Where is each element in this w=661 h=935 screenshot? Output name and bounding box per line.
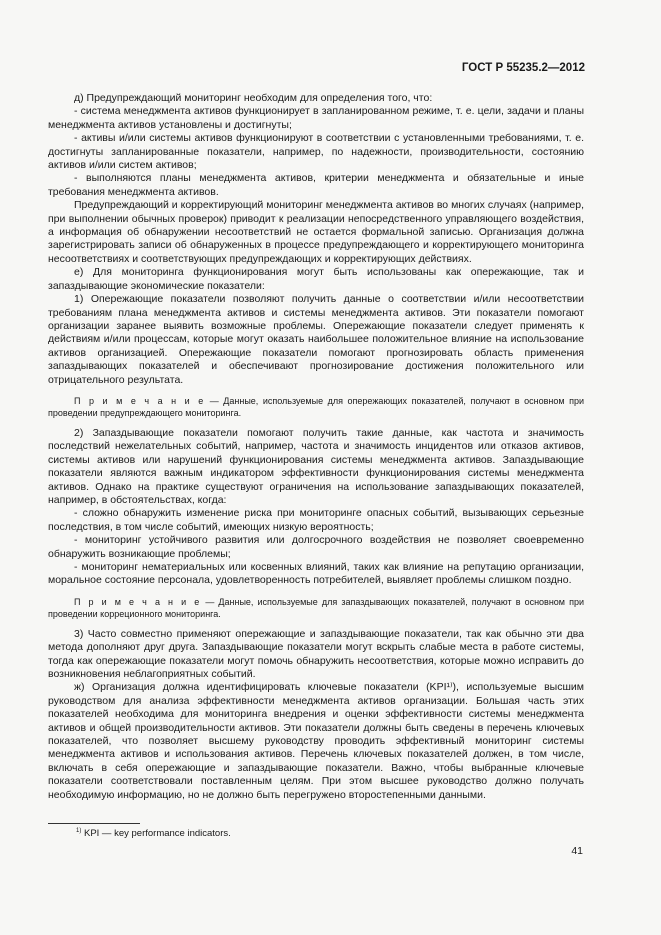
footnote-mark: 1)	[76, 828, 82, 834]
paragraph: Предупреждающий и корректирующий мониторинг менеджмента активов во многих случаях (например, при выполнении обычных проверок) приводит к реализации непосредственного управляющего воздействия, а информация об обнаружении несоответствий не остается формальной записью. Организация должна зарегистрировать записи об обнаруженных в процессе предупреждающего и корректирующего мониторинга несоответствиях и соответствующих предупреждающих и корректирующих действиях.	[48, 199, 584, 265]
list-item: - мониторинг нематериальных или косвенных влияний, таких как влияние на репутацию организации, моральное состояние персонала, удовлетворенность потребителей, выявляет проблемы слишком поздно.	[48, 561, 584, 587]
footnote	[76, 828, 231, 839]
footnote-text: KPI — key performance indicators.	[81, 828, 231, 840]
paragraph: 2) Запаздывающие показатели помогают получить такие данные, как частота и значимость последствий нежелательных событий, например, частота и значимость инцидентов или отказов активов, системы активов или нарушений функционирования системы менеджмента активов. Запаздывающие показатели являются важным индикатором эффективности функционирования системы менеджмента активов. Однако на практике существуют ограничения на использование запаздывающих показателей, например, в обстоятельствах, когда:	[48, 426, 584, 506]
paragraph: д) Предупреждающий мониторинг необходим для определения того, что:	[74, 92, 433, 104]
list-item: - мониторинг устойчивого развития или долгосрочного воздействия не позволяет своевременно обнаружить возникающие проблемы;	[48, 534, 584, 560]
page-number: 41	[571, 845, 583, 857]
footnote-divider	[48, 823, 140, 824]
note-text: — Данные, используемые для запаздывающих показателей, получают в основном при проведении корреционного мониторинга.	[48, 596, 584, 619]
note-label: П р и м е ч а н и е	[74, 596, 202, 607]
body-text	[48, 92, 584, 802]
paragraph: 1) Опережающие показатели позволяют получить данные о соответствии и/или несоответствии требованиям плана менеджмента активов и системы менеджмента активов. Эти показатели помогают организации заранее выявить возможные проблемы. Опережающие показатели следует применять к действиям и/или процессам, которые могут оказать наибольшее положительное влияние на использование активов организацией. Опережающие показатели помогают прогнозировать область применения запаздывающих показателей и обеспечивают прогнозирование достижения положительного или отрицательного результата.	[48, 293, 584, 386]
paragraph: ж) Организация должна идентифицировать ключевые показатели (KPI¹⁾), используемые высшим руководством для анализа эффективности менеджмента активов организации. Большая часть этих показателей необходима для мониторинга внедрения и оценки эффективности системы менеджмента активов и общей производительности активов. Эти показатели должны быть сведены в перечень ключевых показателей, что позволяет высшему руководству проводить эффективный мониторинг системы менеджмента активов и использования активов. Перечень ключевых показателей должен, в том числе, включать в себя опережающие и запаздывающие показатели. Важно, чтобы выбранные ключевые показатели соответствовали поставленным целям. При этом высшее руководство должно получать необходимую информацию, но не должно быть перегружено второстепенными данными.	[48, 681, 584, 801]
paragraph: 3) Часто совместно применяют опережающие и запаздывающие показатели, так как обычно эти два метода дополняют друг друга. Запаздывающие показатели могут вскрыть слабые места в работе системы, тогда как опережающие показатели могут помочь обнаружить несоответствия, которые можно исправить до возникновения неблагоприятных событий.	[48, 627, 584, 681]
list-item: - выполняются планы менеджмента активов, критерии менеджмента и обязательные и иные требования менеджмента активов.	[48, 172, 584, 198]
list-item: - активы и/или системы активов функционируют в соответствии с установленными требованиями, т. е. достигнуты запланированные показатели, например, по надежности, производительности, состоянию активов и/или систем активов;	[48, 132, 584, 172]
document-code: ГОСТ Р 55235.2—2012	[461, 62, 585, 74]
note	[48, 596, 584, 620]
paragraph: е) Для мониторинга функционирования могут быть использованы как опережающие, так и запаздывающие экономические показатели:	[48, 266, 584, 292]
note	[48, 395, 584, 419]
note-label: П р и м е ч а н и е	[74, 395, 206, 406]
list-item: - система менеджмента активов функционирует в запланированном режиме, т. е. цели, задачи и планы менеджмента активов установлены и достигнуты;	[48, 105, 584, 131]
note-text: — Данные, используемые для опережающих показателей, получают в основном при проведении предупреждающего мониторинга.	[48, 395, 584, 418]
list-item: - сложно обнаружить изменение риска при мониторинге опасных событий, вызывающих серьезные последствия, в том числе событий, имеющих низкую вероятность;	[48, 507, 584, 533]
